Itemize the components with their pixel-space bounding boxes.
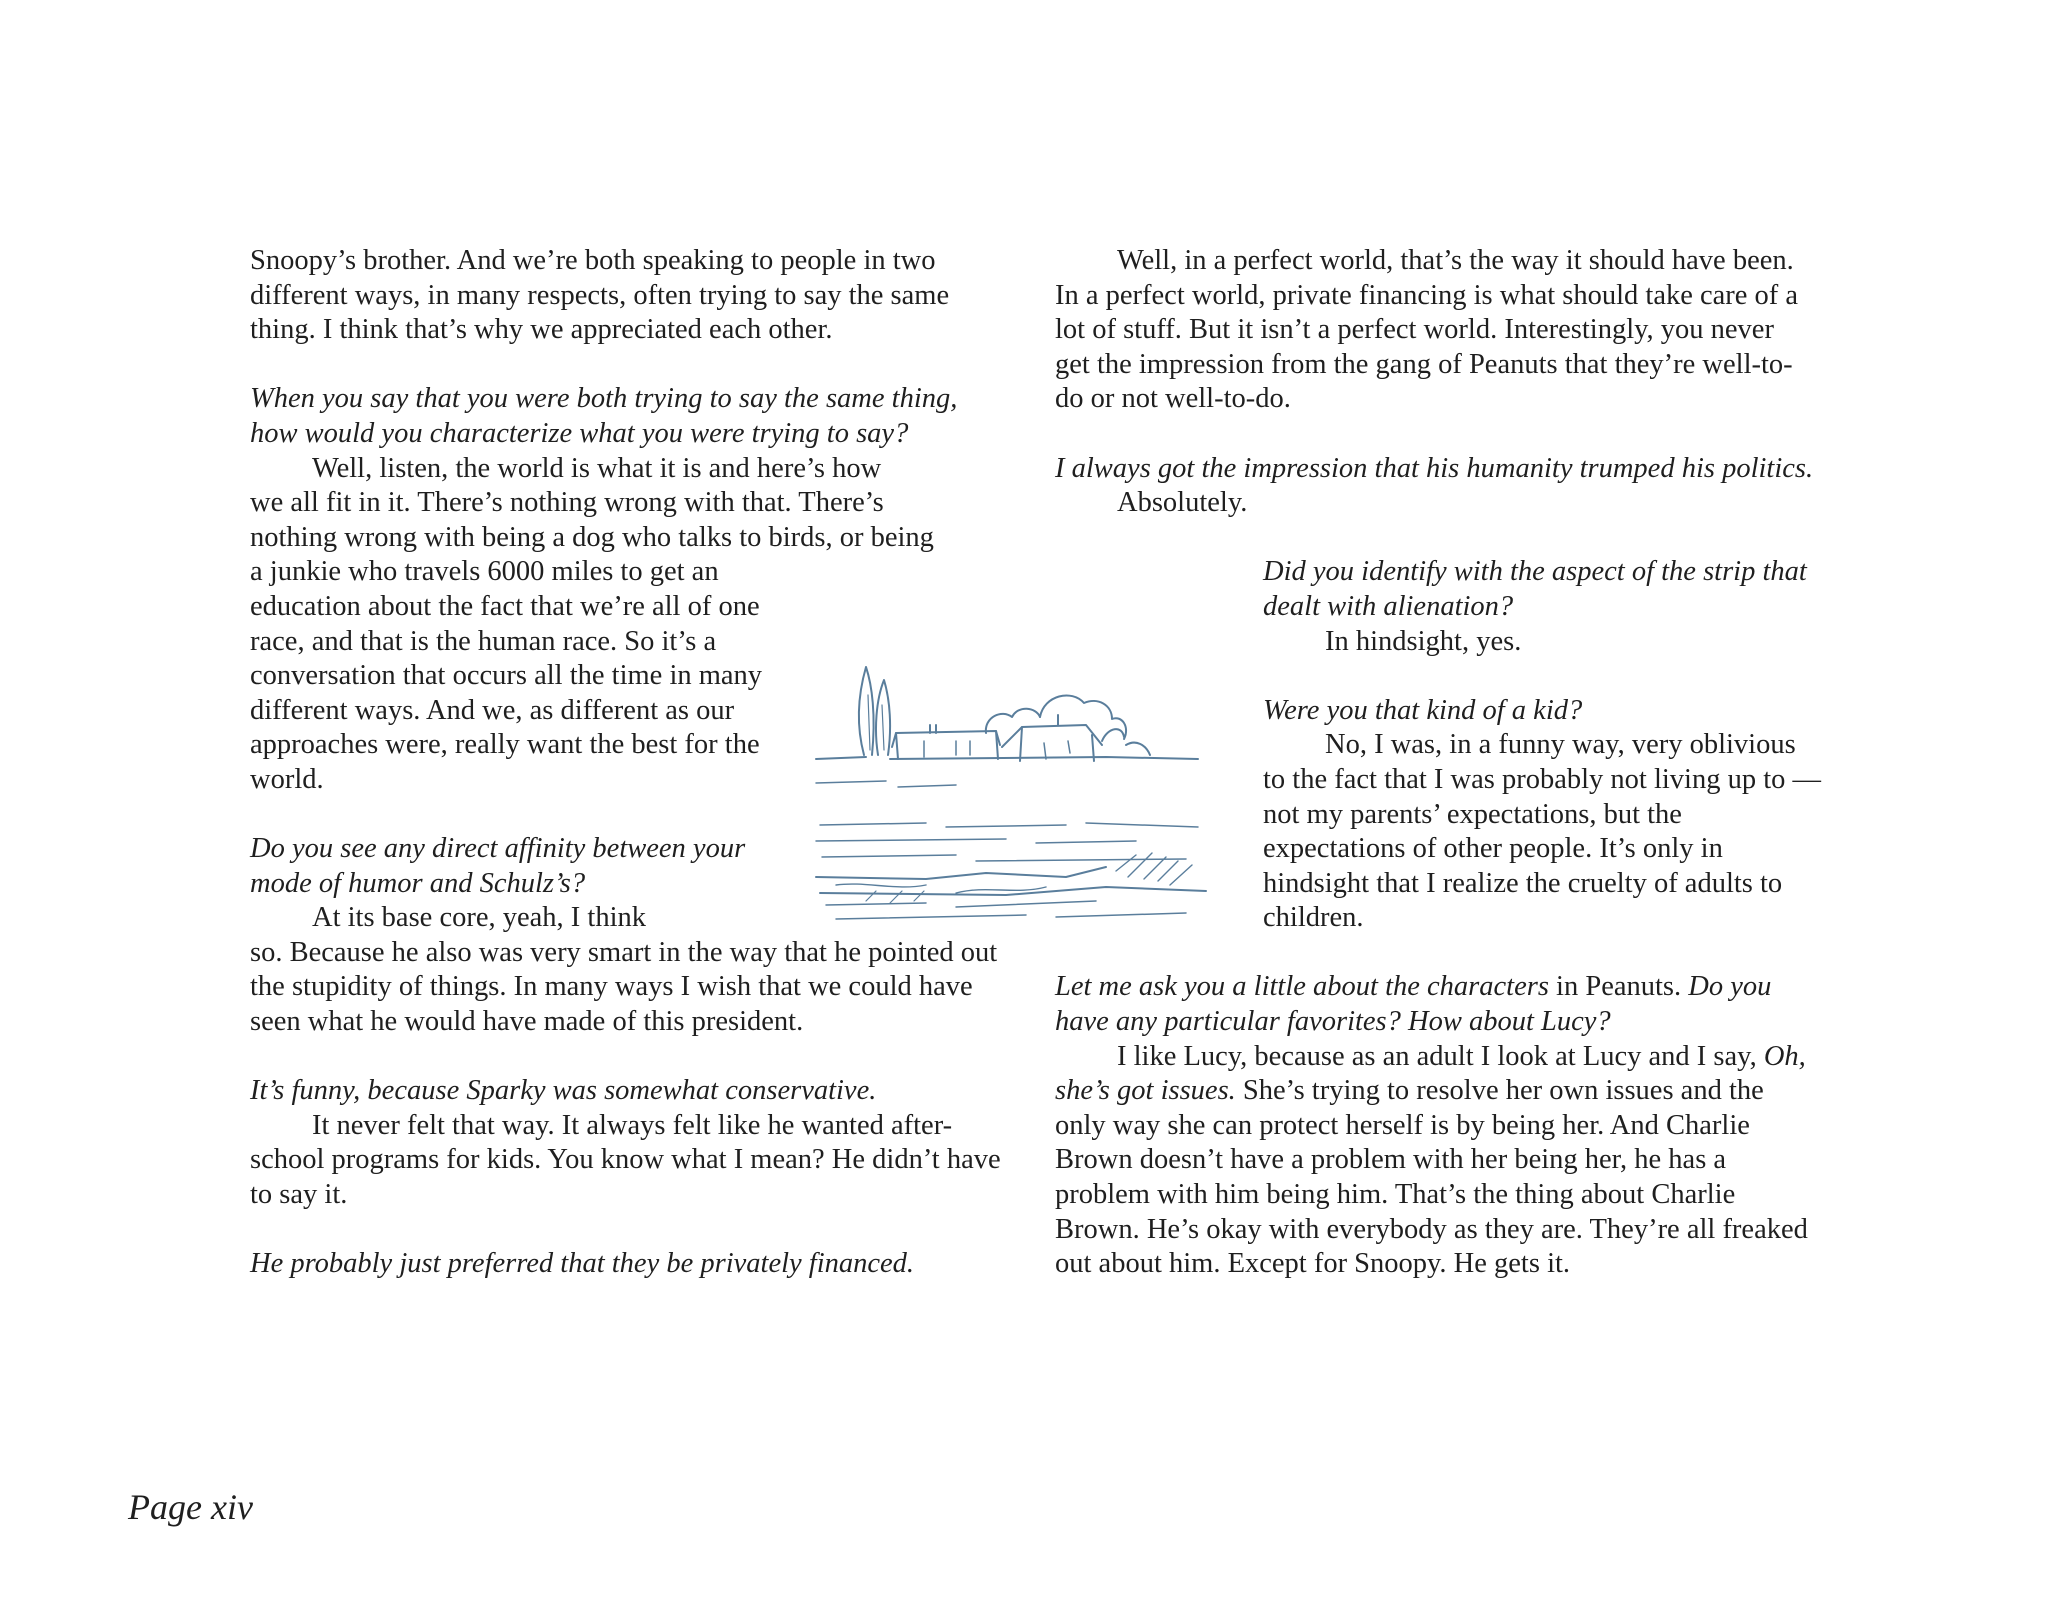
answer-wrapped: a junkie who travels 6000 miles to get an education about the fact that we’re all of one race, and that is the human race. So it’s a conversation that occurs all the time in many different ways. And we, as different as our approaches were, really want the best for the world. [250,556,763,795]
wrapped-block [1263,555,1823,936]
answer: Well, listen, the world is what it is and here’s how we all fit in it. There’s nothing wrong with that. There’s nothing wrong with being a dog who talks to birds, or being [250,452,934,553]
answer: I like Lucy, because as an adult I look at Lucy and I say, Oh, she’s got issues. She’s trying to resolve her own issues and the only way she can protect herself is by being her. And Charlie Brown doesn’t have a problem with her being her, he has a problem with him being him. That’s the thing about Charlie Brown. He’s okay with everybody as they are. They’re all freaked out about him. Except for Snoopy. He gets it. [1055,1040,1808,1280]
farmhouse-landscape-illustration [806,655,1226,945]
answer: Well, in a perfect world, that’s the way it should have been. In a perfect world, private financing is what should take care of a lot of stuff. But it isn’t a perfect world. Interestingly, you never get the impression from the gang of Peanuts that they’re well-to-do or not well-to-do. [1055,245,1799,415]
question: Do you see any direct affinity between your mode of humor and Schulz’s? [250,833,746,899]
question: I always got the impression that his humanity trumped his politics. [1055,452,1814,484]
answer: In hindsight, yes. [1325,625,1522,657]
page-number: Page xiv [128,1487,253,1527]
answer: At its base core, yeah, I think [312,902,646,934]
question: It’s funny, because Sparky was somewhat conservative. [250,1075,877,1107]
answer-continued: so. Because he also was very smart in the way that he pointed out the stupidity of things. In many ways I wish that we could have seen what he would have made of this president. [250,936,998,1038]
question: When you say that you were both trying to say the same thing, how would you characterize what you were trying to say? [250,383,958,449]
answer: No, I was, in a funny way, very oblivious to the fact that I was probably not living up to — not my parents’ expectations, but the expectations of other people. It’s only in hindsight that I realize the cruelty of adults to children. [1263,729,1822,934]
answer: Absolutely. [1117,487,1248,519]
paragraph: Snoopy’s brother. And we’re both speaking to people in two different ways, in many respects, often trying to say the same thing. I think that’s why we appreciated each other. [250,245,950,346]
answer: It never felt that way. It always felt like he wanted after-school programs for kids. You know what I mean? He didn’t have to say it. [250,1109,1001,1211]
question: Did you identify with the aspect of the strip that dealt with alienation? [1263,556,1807,622]
question: Let me ask you a little about the characters in Peanuts. Do you have any particular favorites? How about Lucy? [1055,971,1772,1038]
question: He probably just preferred that they be privately financed. [250,1248,915,1280]
question: Were you that kind of a kid? [1263,694,1583,726]
